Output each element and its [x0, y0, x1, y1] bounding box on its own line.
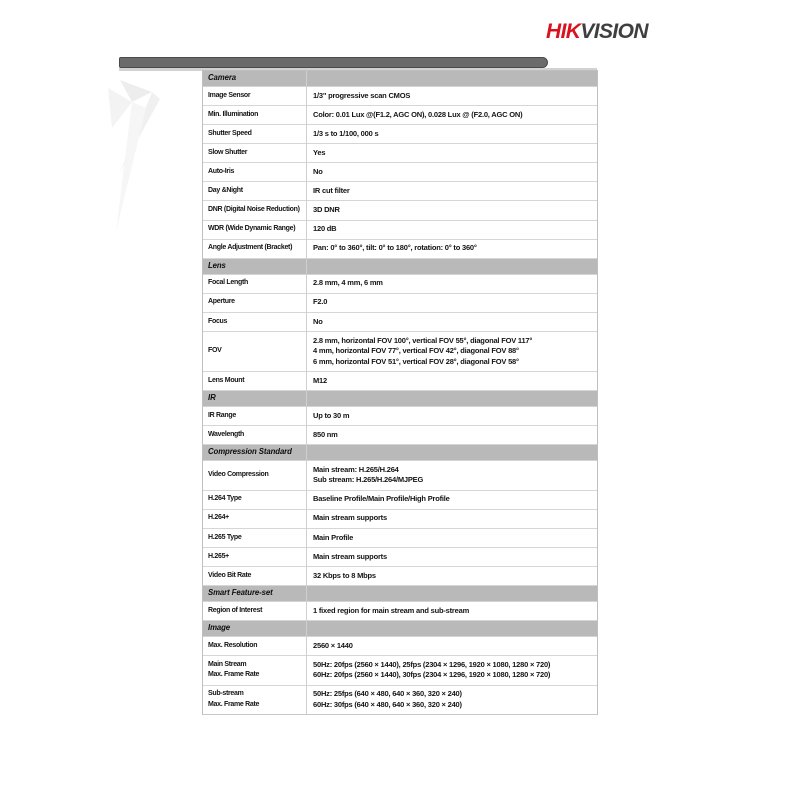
header-bar: [119, 57, 548, 68]
spec-label: [203, 221, 306, 239]
spec-label: [203, 548, 306, 566]
spec-value: [306, 510, 597, 528]
label-line: Video Bit Rate: [208, 571, 252, 579]
spec-row: [203, 567, 597, 586]
spec-label: [203, 407, 306, 425]
table-column-divider: [306, 71, 307, 714]
label-line: Auto-Iris: [208, 168, 235, 176]
label-line: Lens Mount: [208, 376, 245, 384]
spec-value: [306, 163, 597, 181]
spec-value: [306, 548, 597, 566]
section-title: Lens: [208, 260, 226, 270]
label-line: Video Compression: [208, 471, 269, 479]
spec-label: [203, 567, 306, 585]
section-header: [203, 259, 597, 275]
spec-row: [203, 313, 597, 332]
value-line: 3D DNR: [313, 205, 340, 215]
spec-row: [203, 372, 597, 391]
label-line: Angle Adjustment (Bracket): [208, 244, 293, 252]
spec-value: [306, 491, 597, 509]
spec-row: [203, 106, 597, 125]
label-line: WDR (Wide Dynamic Range): [208, 225, 296, 233]
spec-value: [306, 201, 597, 219]
spec-row: [203, 510, 597, 529]
value-line: 2.8 mm, 4 mm, 6 mm: [313, 278, 383, 288]
label-line: Max. Resolution: [208, 641, 258, 649]
label-line: Wavelength: [208, 430, 245, 438]
spec-row: [203, 529, 597, 548]
spec-row: [203, 461, 597, 491]
spec-row: [203, 221, 597, 240]
value-line: Main Profile: [313, 532, 354, 542]
spec-row: [203, 637, 597, 656]
spec-label: [203, 686, 306, 715]
spec-label: [203, 602, 306, 620]
spec-row: [203, 240, 597, 259]
spec-row: [203, 294, 597, 313]
label-line: IR Range: [208, 411, 236, 419]
spec-label: [203, 510, 306, 528]
spec-row: [203, 491, 597, 510]
spec-table: [202, 70, 598, 715]
spec-value: [306, 637, 597, 655]
section-title: Compression Standard: [208, 447, 292, 457]
spec-row: [203, 426, 597, 445]
value-line: 32 Kbps to 8 Mbps: [313, 570, 376, 580]
label-line: H.264+: [208, 514, 229, 522]
spec-label: [203, 163, 306, 181]
value-line: 1 fixed region for main stream and sub-stream: [313, 605, 470, 615]
logo-text-hik: HIK: [546, 20, 581, 43]
value-line: Main stream supports: [313, 551, 387, 561]
value-line: IR cut filter: [313, 186, 350, 196]
spec-row: [203, 201, 597, 220]
value-line: 1/3 s to 1/100, 000 s: [313, 128, 379, 138]
label-line: Min. Illumination: [208, 110, 259, 118]
section-header: [203, 71, 597, 87]
value-line: F2.0: [313, 297, 328, 307]
watermark-arrow-icon: [105, 72, 175, 237]
label-line: H.265 Type: [208, 533, 242, 541]
label-line: Aperture: [208, 298, 235, 306]
value-line: 120 dB: [313, 224, 337, 234]
spec-row: [203, 182, 597, 201]
spec-label: [203, 275, 306, 293]
spec-label: [203, 182, 306, 200]
spec-value: [306, 426, 597, 444]
value-line: Color: 0.01 Lux @(F1.2, AGC ON), 0.028 Lux @ (F2.0, AGC ON): [313, 109, 523, 119]
value-line: 6 mm, horizontal FOV 51°, vertical FOV 28°, diagonal FOV 58°: [313, 356, 519, 366]
spec-label: [203, 656, 306, 685]
spec-value: [306, 87, 597, 105]
spec-label: [203, 201, 306, 219]
value-line: 850 nm: [313, 429, 338, 439]
spec-value: [306, 567, 597, 585]
section-header: [203, 391, 597, 407]
label-line: H.264 Type: [208, 495, 242, 503]
spec-label: [203, 87, 306, 105]
spec-label: [203, 106, 306, 124]
value-line: 50Hz: 20fps (2560 × 1440), 25fps (2304 × 1296, 1920 × 1080, 1280 × 720): [313, 659, 551, 669]
spec-value: [306, 332, 597, 371]
spec-label: [203, 144, 306, 162]
spec-value: [306, 106, 597, 124]
spec-label: [203, 491, 306, 509]
spec-row: [203, 125, 597, 144]
value-line: Main stream: H.265/H.264: [313, 464, 399, 474]
spec-label: [203, 240, 306, 258]
section-header: [203, 445, 597, 461]
section-title: Smart Feature-set: [208, 588, 273, 598]
spec-value: [306, 461, 597, 490]
spec-value: [306, 656, 597, 685]
label-line: Shutter Speed: [208, 129, 252, 137]
section-title: Image: [208, 623, 231, 633]
spec-row: [203, 332, 597, 372]
spec-row: [203, 656, 597, 686]
spec-label: [203, 125, 306, 143]
logo-text-vision: VISION: [580, 20, 648, 43]
label-line: FOV: [208, 347, 222, 355]
label-line: Image Sensor: [208, 91, 251, 99]
label-line: Focus: [208, 317, 228, 325]
spec-row: [203, 275, 597, 294]
spec-label: [203, 313, 306, 331]
label-line: Slow Shutter: [208, 148, 248, 156]
spec-label: [203, 637, 306, 655]
spec-value: [306, 294, 597, 312]
value-line: 4 mm, horizontal FOV 77°, vertical FOV 42°, diagonal FOV 88°: [313, 346, 519, 356]
value-line: Sub stream: H.265/H.264/MJPEG: [313, 475, 424, 485]
value-line: 1/3" progressive scan CMOS: [313, 90, 411, 100]
spec-row: [203, 407, 597, 426]
section-header: [203, 621, 597, 637]
spec-label: [203, 372, 306, 390]
label-line: Max. Frame Rate: [208, 671, 260, 679]
value-line: Up to 30 m: [313, 410, 350, 420]
spec-row: [203, 144, 597, 163]
spec-row: [203, 163, 597, 182]
spec-value: [306, 125, 597, 143]
value-line: 50Hz: 25fps (640 × 480, 640 × 360, 320 × 240): [313, 689, 462, 699]
spec-row: [203, 548, 597, 567]
value-line: Main stream supports: [313, 513, 387, 523]
spec-value: [306, 182, 597, 200]
label-line: H.265+: [208, 552, 229, 560]
spec-value: [306, 221, 597, 239]
label-line: Day &Night: [208, 187, 243, 195]
value-line: 60Hz: 30fps (640 × 480, 640 × 360, 320 × 240): [313, 699, 462, 709]
spec-value: [306, 313, 597, 331]
label-line: Max. Frame Rate: [208, 700, 260, 708]
value-line: 2560 × 1440: [313, 640, 353, 650]
label-line: Focal Length: [208, 279, 248, 287]
spec-value: [306, 240, 597, 258]
spec-label: [203, 426, 306, 444]
spec-label: [203, 529, 306, 547]
value-line: Baseline Profile/Main Profile/High Profile: [313, 494, 450, 504]
value-line: 60Hz: 20fps (2560 × 1440), 30fps (2304 × 1296, 1920 × 1080, 1280 × 720): [313, 670, 551, 680]
spec-label: [203, 332, 306, 371]
value-line: Yes: [313, 147, 326, 157]
value-line: 2.8 mm, horizontal FOV 100°, vertical FOV 55°, diagonal FOV 117°: [313, 335, 533, 345]
label-line: Main Stream: [208, 660, 247, 668]
spec-label: [203, 294, 306, 312]
section-title: IR: [208, 393, 216, 403]
spec-value: [306, 407, 597, 425]
spec-label: [203, 461, 306, 490]
hikvision-logo: [546, 20, 648, 44]
value-line: No: [313, 167, 323, 177]
spec-value: [306, 144, 597, 162]
spec-value: [306, 686, 597, 715]
spec-row: [203, 686, 597, 715]
label-line: Region of Interest: [208, 606, 263, 614]
section-title: Camera: [208, 73, 237, 83]
spec-value: [306, 275, 597, 293]
section-header: [203, 586, 597, 602]
value-line: No: [313, 316, 323, 326]
label-line: DNR (Digital Noise Reduction): [208, 206, 300, 214]
label-line: Sub-stream: [208, 690, 244, 698]
spec-value: [306, 372, 597, 390]
spec-value: [306, 602, 597, 620]
value-line: Pan: 0° to 360°, tilt: 0° to 180°, rotation: 0° to 360°: [313, 243, 477, 253]
spec-value: [306, 529, 597, 547]
value-line: M12: [313, 375, 327, 385]
spec-row: [203, 87, 597, 106]
spec-row: [203, 602, 597, 621]
